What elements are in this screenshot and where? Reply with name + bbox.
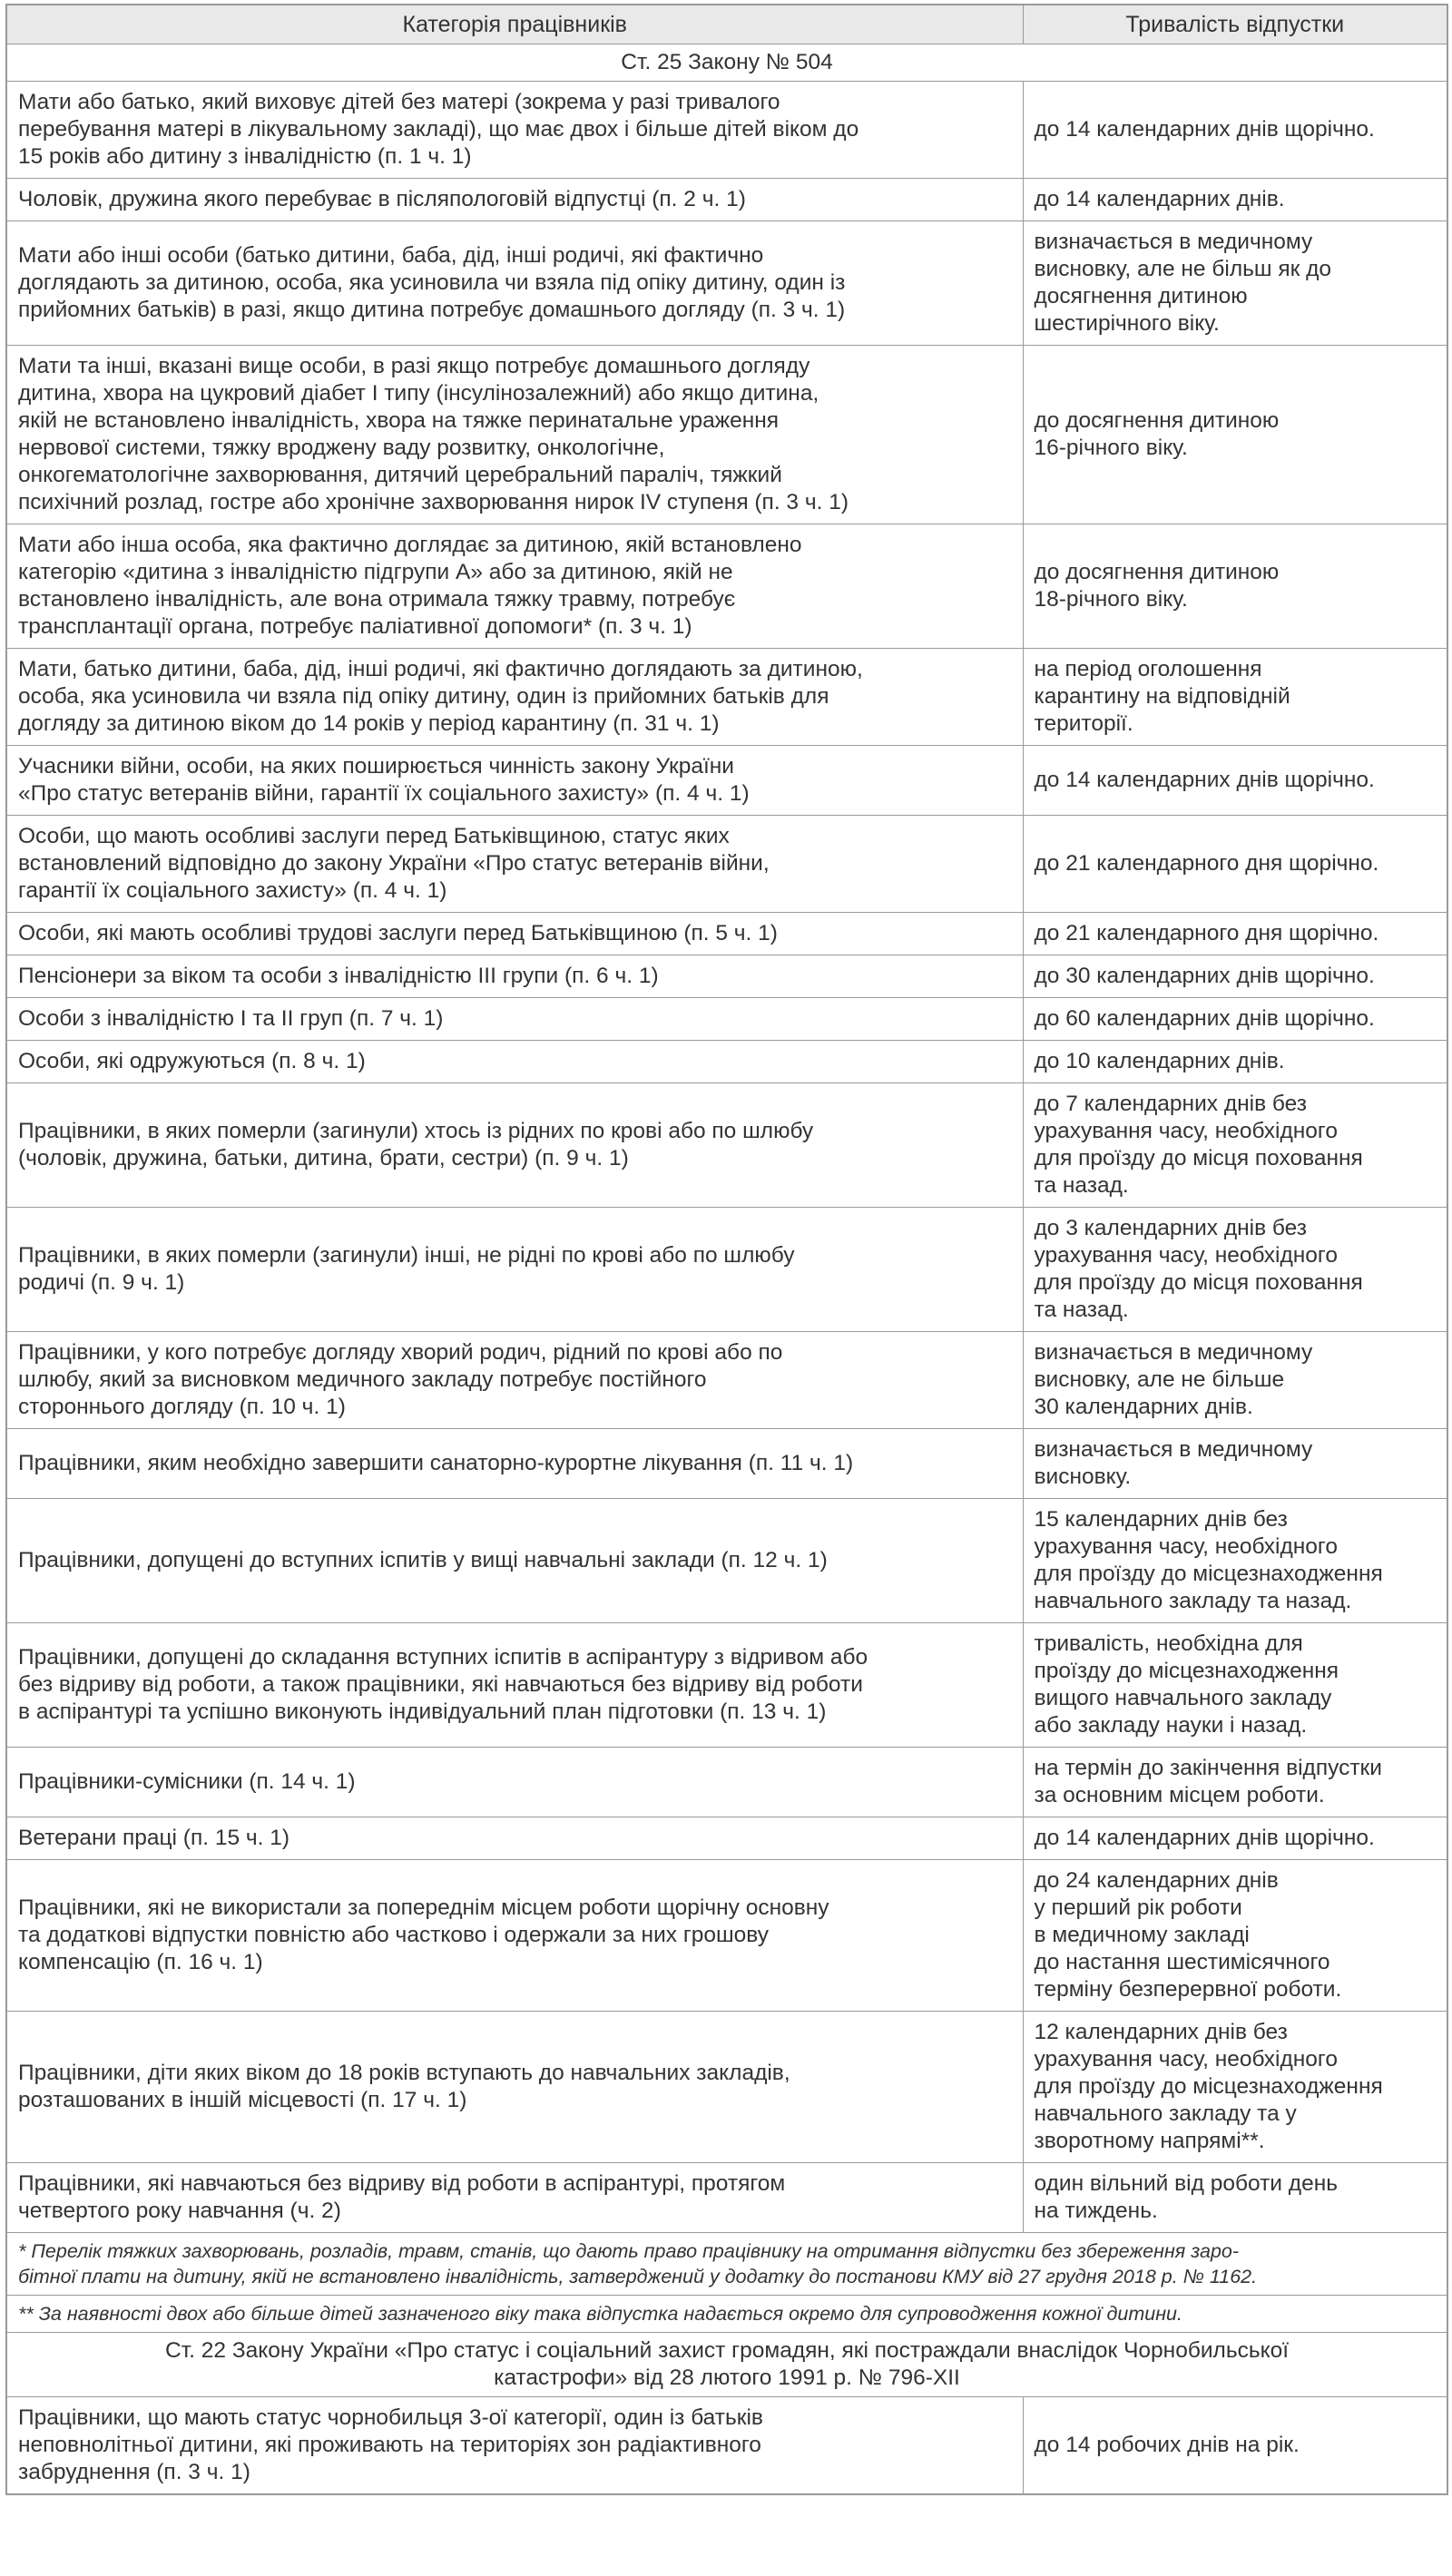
table-row [6,913,1447,955]
table-body [6,44,1447,2495]
duration-cell: до 7 календарних днів без урахування часу, необхідного для проїзду до місця поховання та назад. [1023,1083,1447,1208]
duration-cell: визначається в медичному висновку, але не більше 30 календарних днів. [1023,1332,1447,1429]
category-cell: Працівники, діти яких віком до 18 років вступають до навчальних закладів, розташованих в іншій місцевості (п. 17 ч. 1) [6,2012,1023,2163]
table-row [6,649,1447,746]
section-title-chornobyl-law: Ст. 22 Закону України «Про статус і соціальний захист громадян, які постраждали внаслідок Чорнобильської катастрофи» від 28 лютого 1991 р. № 796-XII [6,2333,1447,2397]
table-row [6,1208,1447,1332]
duration-cell: на період оголошення карантину на відповідній території. [1023,649,1447,746]
table-row [6,221,1447,346]
duration-cell: визначається в медичному висновку, але не більш як до досягнення дитиною шестирічного віку. [1023,221,1447,346]
section-title-law-504: Ст. 25 Закону № 504 [6,44,1447,82]
table-row [6,1860,1447,2012]
duration-cell: до 21 календарного дня щорічно. [1023,816,1447,913]
category-cell: Особи, які одружуються (п. 8 ч. 1) [6,1041,1023,1083]
table-row [6,2012,1447,2163]
duration-cell: до досягнення дитиною 16-річного віку. [1023,346,1447,524]
category-cell: Пенсіонери за віком та особи з інвалідністю III групи (п. 6 ч. 1) [6,955,1023,998]
duration-cell: до 10 календарних днів. [1023,1041,1447,1083]
table-row [6,2163,1447,2233]
duration-cell: до 14 календарних днів щорічно. [1023,1817,1447,1860]
category-cell: Працівники, в яких померли (загинули) інші, не рідні по крові або по шлюбу родичі (п. 9 ч. 1) [6,1208,1023,1332]
category-cell: Ветерани праці (п. 15 ч. 1) [6,1817,1023,1860]
duration-cell: до досягнення дитиною 18-річного віку. [1023,524,1447,649]
category-cell: Працівники, в яких померли (загинули) хтось із рідних по крові або по шлюбу (чоловік, дружина, батьки, дитина, брати, сестри) (п. 9 ч. 1) [6,1083,1023,1208]
footnote-1: * Перелік тяжких захворювань, розладів, травм, станів, що дають право працівнику на отримання відпустки без збереження заро- бітної плати на дитину, якій не встановлено інвалідність, затверджений у додатку до постанови КМУ від 27 грудня 2018 р. № 1162. [6,2233,1447,2296]
table-row [6,1817,1447,1860]
footnote-1-row [6,2233,1447,2296]
duration-cell: 15 календарних днів без урахування часу, необхідного для проїзду до місцезнаходження навчального закладу та назад. [1023,1499,1447,1623]
duration-cell: до 30 календарних днів щорічно. [1023,955,1447,998]
table-row [6,998,1447,1041]
table-row [6,346,1447,524]
duration-cell: 12 календарних днів без урахування часу, необхідного для проїзду до місцезнаходження навчального закладу та у зворотному напрямі**. [1023,2012,1447,2163]
category-cell: Працівники, допущені до вступних іспитів у вищі навчальні заклади (п. 12 ч. 1) [6,1499,1023,1623]
category-cell: Працівники, які не використали за попереднім місцем роботи щорічну основну та додаткові відпустки повністю або частково і одержали за них грошову компенсацію (п. 16 ч. 1) [6,1860,1023,2012]
duration-cell: до 21 календарного дня щорічно. [1023,913,1447,955]
table-row [6,1083,1447,1208]
table-row [6,1429,1447,1499]
category-cell: Мати або батько, який виховує дітей без матері (зокрема у разі тривалого перебування матері в лікувальному закладі), що має двох і більше дітей віком до 15 років або дитину з інвалідністю (п. 1 ч. 1) [6,82,1023,179]
table-row [6,1748,1447,1817]
category-cell: Мати або інша особа, яка фактично доглядає за дитиною, якій встановлено категорію «дитина з інвалідністю підгрупи А» або за дитиною, якій не встановлено інвалідність, але вона отримала тяжку травму, потребує трансплантації органа, потребує паліативної допомоги* (п. 3 ч. 1) [6,524,1023,649]
table-row [6,1332,1447,1429]
table-row [6,2397,1447,2495]
category-cell: Працівники, що мають статус чорнобильця 3-ої категорії, один із батьків неповнолітньої дитини, які проживають на територіях зон радіактивного забруднення (п. 3 ч. 1) [6,2397,1023,2495]
header-category: Категорія працівників [6,5,1023,44]
table-row [6,1041,1447,1083]
section-row [6,44,1447,82]
leave-table [5,4,1448,2495]
duration-cell: до 24 календарних днів у перший рік роботи в медичному закладі до настання шестимісячного терміну безперервної роботи. [1023,1860,1447,2012]
table-row [6,82,1447,179]
duration-cell: до 14 календарних днів щорічно. [1023,746,1447,816]
section-title-chornobyl-law-row [6,2333,1447,2397]
category-cell: Мати або інші особи (батько дитини, баба, дід, інші родичі, які фактично доглядають за дитиною, особа, яка усиновила чи взяла під опіку дитину, один із прийомних батьків) в разі, якщо дитина потребує домашнього догляду (п. 3 ч. 1) [6,221,1023,346]
duration-cell: визначається в медичному висновку. [1023,1429,1447,1499]
duration-cell: один вільний від роботи день на тиждень. [1023,2163,1447,2233]
table-row [6,955,1447,998]
table-row [6,524,1447,649]
duration-cell: до 14 календарних днів щорічно. [1023,82,1447,179]
category-cell: Особи, які мають особливі трудові заслуги перед Батьківщиною (п. 5 ч. 1) [6,913,1023,955]
duration-cell: до 14 календарних днів. [1023,179,1447,221]
category-cell: Мати та інші, вказані вище особи, в разі якщо потребує домашнього догляду дитина, хвора на цукровий діабет I типу (інсулінозалежний) або якщо дитина, якій не встановлено інвалідність, хвора на тяжке перинатальне ураження нервової системи, тяжку вроджену ваду розвитку, онкологічне, онкогематологічне захворювання, дитячий церебральний параліч, тяжкий психічний розлад, гостре або хронічне захворювання нирок IV ступеня (п. 3 ч. 1) [6,346,1023,524]
table-row [6,1499,1447,1623]
table-row [6,746,1447,816]
category-cell: Працівники, яким необхідно завершити санаторно-курортне лікування (п. 11 ч. 1) [6,1429,1023,1499]
footnote-2-row [6,2296,1447,2333]
category-cell: Особи, що мають особливі заслуги перед Батьківщиною, статус яких встановлений відповідно до закону України «Про статус ветеранів війни, гарантії їх соціального захисту» (п. 4 ч. 1) [6,816,1023,913]
duration-cell: до 60 календарних днів щорічно. [1023,998,1447,1041]
category-cell: Учасники війни, особи, на яких поширюється чинність закону України «Про статус ветеранів війни, гарантії їх соціального захисту» (п. 4 ч. 1) [6,746,1023,816]
category-cell: Працівники, допущені до складання вступних іспитів в аспірантуру з відривом або без відриву від роботи, а також працівники, які навчаються без відриву від роботи в аспірантурі та успішно виконують індивідуальний план підготовки (п. 13 ч. 1) [6,1623,1023,1748]
category-cell: Мати, батько дитини, баба, дід, інші родичі, які фактично доглядають за дитиною, особа, яка усиновила чи взяла під опіку дитину, один із прийомних батьків для догляду за дитиною віком до 14 років у період карантину (п. 31 ч. 1) [6,649,1023,746]
table-row [6,816,1447,913]
duration-cell: тривалість, необхідна для проїзду до місцезнаходження вищого навчального закладу або закладу науки і назад. [1023,1623,1447,1748]
category-cell: Працівники, у кого потребує догляду хворий родич, рідний по крові або по шлюбу, який за висновком медичного закладу потребує постійного стороннього догляду (п. 10 ч. 1) [6,1332,1023,1429]
table-row [6,179,1447,221]
category-cell: Особи з інвалідністю I та II груп (п. 7 ч. 1) [6,998,1023,1041]
header-duration: Тривалість відпустки [1023,5,1447,44]
category-cell: Працівники, які навчаються без відриву від роботи в аспірантурі, протягом четвертого року навчання (ч. 2) [6,2163,1023,2233]
duration-cell: до 14 робочих днів на рік. [1023,2397,1447,2495]
table-row [6,1623,1447,1748]
category-cell: Чоловік, дружина якого перебуває в післяпологовій відпустці (п. 2 ч. 1) [6,179,1023,221]
duration-cell: до 3 календарних днів без урахування часу, необхідного для проїзду до місця поховання та назад. [1023,1208,1447,1332]
footnote-2: ** За наявності двох або більше дітей зазначеного віку така відпустка надається окремо для супроводження кожної дитини. [6,2296,1447,2333]
duration-cell: на термін до закінчення відпустки за основним місцем роботи. [1023,1748,1447,1817]
table-header-row [6,5,1447,44]
category-cell: Працівники-сумісники (п. 14 ч. 1) [6,1748,1023,1817]
